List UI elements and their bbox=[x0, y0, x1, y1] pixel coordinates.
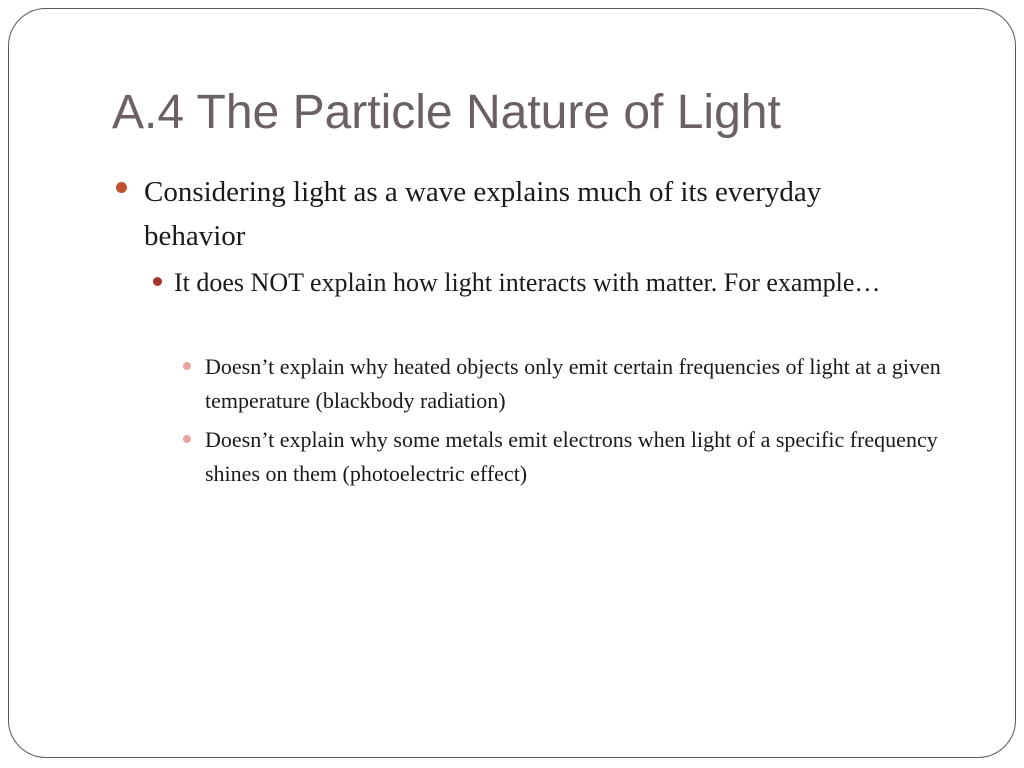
bullet-dot-icon bbox=[183, 435, 191, 443]
bullet-level2: It does NOT explain how light interacts with matter. For example… bbox=[174, 268, 881, 297]
bullet-level3-blackbody: Doesn’t explain why heated objects only emit certain frequencies of light at a given temperature (blackbody radiation) bbox=[205, 354, 941, 413]
bullet-level3-photoelectric: Doesn’t explain why some metals emit electrons when light of a specific frequency shines on them (photoelectric effect) bbox=[205, 427, 938, 486]
bullet-dot-icon bbox=[183, 362, 191, 370]
bullet-dot-icon bbox=[116, 182, 127, 193]
bullet-dot-icon bbox=[153, 277, 162, 286]
bullet-level1: Considering light as a wave explains much of its everyday behavior bbox=[144, 176, 822, 252]
slide-title: A.4 The Particle Nature of Light bbox=[112, 86, 781, 139]
